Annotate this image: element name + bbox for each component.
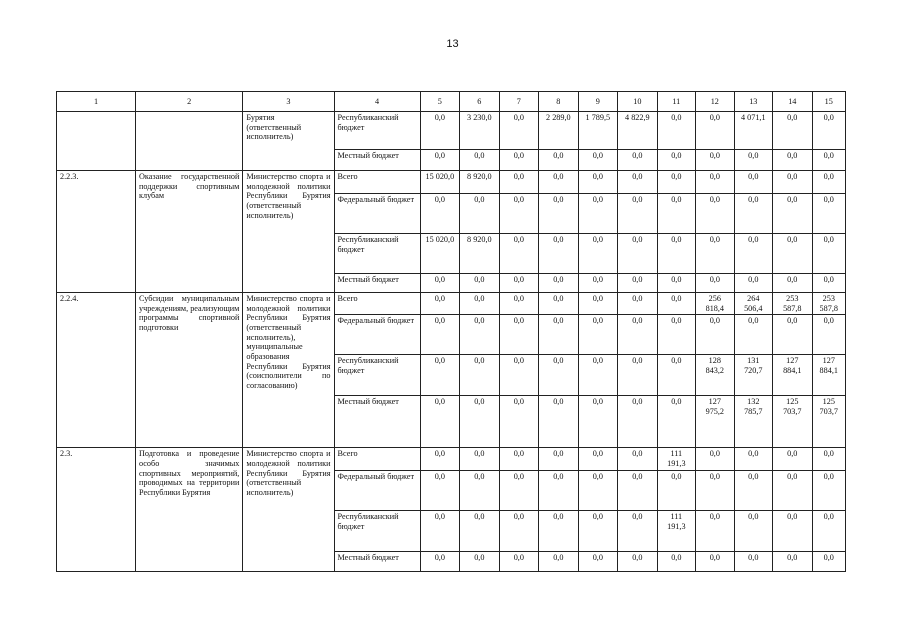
year-amount: 0,0: [657, 112, 695, 150]
year-amount: 0,0: [618, 448, 658, 471]
year-amount: 127 884,1: [812, 355, 845, 396]
year-amount: 0,0: [578, 315, 618, 355]
year-amount: 4 822,9: [618, 112, 658, 150]
year-amount: 0,0: [460, 150, 500, 171]
year-amount: 0,0: [734, 471, 772, 511]
year-amount: 132 785,7: [734, 396, 772, 448]
year-amount: 0,0: [657, 171, 695, 194]
year-amount: 0,0: [812, 112, 845, 150]
year-amount: 0,0: [618, 234, 658, 274]
year-amount: 0,0: [539, 293, 579, 315]
year-amount: 0,0: [499, 511, 539, 552]
year-amount: 0,0: [460, 293, 500, 315]
year-amount: 0,0: [460, 274, 500, 293]
year-amount: 3 230,0: [460, 112, 500, 150]
year-amount: 125 703,7: [812, 396, 845, 448]
year-amount: 0,0: [618, 274, 658, 293]
year-amount: 0,0: [696, 274, 734, 293]
year-amount: 0,0: [773, 448, 813, 471]
year-amount: 0,0: [420, 448, 460, 471]
funding-table: [56, 91, 846, 572]
year-amount: 0,0: [539, 511, 579, 552]
measure-executor: Министерство спорта и молодежной политики Республики Бурятия (ответственный исполнитель): [243, 448, 334, 572]
funding-source: Федеральный бюджет: [334, 471, 420, 511]
year-amount: 0,0: [812, 234, 845, 274]
year-amount: 0,0: [696, 471, 734, 511]
year-amount: 0,0: [578, 150, 618, 171]
year-amount: 0,0: [578, 293, 618, 315]
year-amount: 0,0: [696, 112, 734, 150]
funding-source: Федеральный бюджет: [334, 194, 420, 234]
year-amount: 0,0: [460, 355, 500, 396]
column-header: 3: [243, 92, 334, 112]
column-header: 5: [420, 92, 460, 112]
year-amount: 0,0: [499, 274, 539, 293]
measure-name: Оказание государственной поддержки спортивным клубам: [136, 171, 243, 293]
year-amount: 0,0: [773, 471, 813, 511]
year-amount: 253 587,8: [812, 293, 845, 315]
year-amount: 0,0: [420, 511, 460, 552]
year-amount: 0,0: [657, 552, 695, 572]
year-amount: 0,0: [578, 171, 618, 194]
year-amount: 0,0: [734, 448, 772, 471]
year-amount: 0,0: [618, 396, 658, 448]
year-amount: 0,0: [578, 274, 618, 293]
year-amount: 264 506,4: [734, 293, 772, 315]
year-amount: 0,0: [539, 552, 579, 572]
measure-name: Субсидии муниципальным учреждениям, реализующим программы спортивной подготовки: [136, 293, 243, 448]
year-amount: 256 818,4: [696, 293, 734, 315]
measure-executor: Бурятия (ответственный исполнитель): [243, 112, 334, 171]
measure-executor: Министерство спорта и молодежной политики Республики Бурятия (ответственный исполнитель): [243, 171, 334, 293]
year-amount: 0,0: [539, 471, 579, 511]
year-amount: 0,0: [812, 171, 845, 194]
year-amount: 0,0: [499, 150, 539, 171]
year-amount: 0,0: [618, 150, 658, 171]
year-amount: 0,0: [618, 355, 658, 396]
year-amount: 111 191,3: [657, 511, 695, 552]
year-amount: 125 703,7: [773, 396, 813, 448]
year-amount: 0,0: [734, 315, 772, 355]
year-amount: 0,0: [812, 315, 845, 355]
measure-executor: Министерство спорта и молодежной политики Республики Бурятия (ответственный исполнитель), муниципальные образования Республики Бурятия (соисполнители по согласованию): [243, 293, 334, 448]
year-amount: 0,0: [539, 150, 579, 171]
column-header: 4: [334, 92, 420, 112]
measure-code: 2.2.3.: [57, 171, 136, 293]
year-amount: 127 975,2: [696, 396, 734, 448]
year-amount: 0,0: [696, 234, 734, 274]
year-amount: 0,0: [578, 194, 618, 234]
funding-source: Всего: [334, 448, 420, 471]
year-amount: 0,0: [420, 274, 460, 293]
year-amount: 0,0: [618, 471, 658, 511]
funding-source: Республиканский бюджет: [334, 355, 420, 396]
year-amount: 0,0: [499, 396, 539, 448]
year-amount: 0,0: [812, 194, 845, 234]
year-amount: 0,0: [420, 552, 460, 572]
column-header: 13: [734, 92, 772, 112]
year-amount: 0,0: [696, 448, 734, 471]
year-amount: 0,0: [460, 194, 500, 234]
year-amount: 131 720,7: [734, 355, 772, 396]
year-amount: 15 020,0: [420, 234, 460, 274]
year-amount: 0,0: [539, 234, 579, 274]
year-amount: 0,0: [734, 274, 772, 293]
table-row: [57, 112, 846, 150]
funding-source: Федеральный бюджет: [334, 315, 420, 355]
year-amount: 0,0: [812, 274, 845, 293]
year-amount: 0,0: [734, 234, 772, 274]
year-amount: 2 289,0: [539, 112, 579, 150]
year-amount: 0,0: [618, 171, 658, 194]
year-amount: 0,0: [734, 194, 772, 234]
year-amount: 253 587,8: [773, 293, 813, 315]
year-amount: 0,0: [420, 150, 460, 171]
year-amount: 0,0: [734, 171, 772, 194]
year-amount: 0,0: [539, 448, 579, 471]
year-amount: 0,0: [460, 448, 500, 471]
year-amount: 0,0: [420, 355, 460, 396]
funding-source: Местный бюджет: [334, 396, 420, 448]
year-amount: 0,0: [539, 355, 579, 396]
year-amount: 0,0: [499, 448, 539, 471]
year-amount: 0,0: [773, 112, 813, 150]
column-header: 10: [618, 92, 658, 112]
year-amount: 0,0: [420, 293, 460, 315]
column-header: 8: [539, 92, 579, 112]
year-amount: 0,0: [539, 396, 579, 448]
column-header: 11: [657, 92, 695, 112]
year-amount: 0,0: [657, 315, 695, 355]
year-amount: 0,0: [420, 315, 460, 355]
column-header: 6: [460, 92, 500, 112]
year-amount: 0,0: [734, 150, 772, 171]
year-amount: 0,0: [812, 448, 845, 471]
year-amount: 8 920,0: [460, 234, 500, 274]
year-amount: 15 020,0: [420, 171, 460, 194]
year-amount: 0,0: [773, 315, 813, 355]
column-header: 15: [812, 92, 845, 112]
year-amount: 0,0: [657, 355, 695, 396]
year-amount: 128 843,2: [696, 355, 734, 396]
year-amount: 0,0: [499, 355, 539, 396]
measure-name: [136, 112, 243, 171]
year-amount: 0,0: [812, 511, 845, 552]
year-amount: 0,0: [618, 194, 658, 234]
year-amount: 0,0: [618, 315, 658, 355]
column-header: 1: [57, 92, 136, 112]
year-amount: 0,0: [499, 293, 539, 315]
year-amount: 0,0: [578, 552, 618, 572]
year-amount: 0,0: [499, 171, 539, 194]
year-amount: 0,0: [812, 552, 845, 572]
year-amount: 0,0: [696, 315, 734, 355]
funding-source: Местный бюджет: [334, 274, 420, 293]
year-amount: 0,0: [657, 194, 695, 234]
year-amount: 0,0: [539, 315, 579, 355]
year-amount: 0,0: [460, 315, 500, 355]
funding-source: Местный бюджет: [334, 150, 420, 171]
table-header-row: [57, 92, 846, 112]
year-amount: 0,0: [773, 150, 813, 171]
year-amount: 0,0: [696, 194, 734, 234]
year-amount: 0,0: [734, 511, 772, 552]
year-amount: 0,0: [578, 511, 618, 552]
year-amount: 0,0: [657, 150, 695, 171]
year-amount: 0,0: [499, 315, 539, 355]
year-amount: 0,0: [499, 552, 539, 572]
column-header: 12: [696, 92, 734, 112]
year-amount: 111 191,3: [657, 448, 695, 471]
year-amount: 0,0: [773, 194, 813, 234]
year-amount: 0,0: [696, 511, 734, 552]
table-row: [57, 293, 846, 315]
year-amount: 0,0: [420, 396, 460, 448]
year-amount: 0,0: [618, 511, 658, 552]
year-amount: 0,0: [578, 396, 618, 448]
year-amount: 0,0: [773, 274, 813, 293]
year-amount: 0,0: [578, 471, 618, 511]
year-amount: 4 071,1: [734, 112, 772, 150]
funding-source: Местный бюджет: [334, 552, 420, 572]
year-amount: 0,0: [460, 552, 500, 572]
measure-code: 2.2.4.: [57, 293, 136, 448]
year-amount: 0,0: [578, 355, 618, 396]
year-amount: 0,0: [460, 471, 500, 511]
year-amount: 0,0: [460, 396, 500, 448]
year-amount: 0,0: [499, 234, 539, 274]
year-amount: 0,0: [618, 552, 658, 572]
funding-source: Республиканский бюджет: [334, 234, 420, 274]
year-amount: 0,0: [696, 552, 734, 572]
year-amount: 0,0: [460, 511, 500, 552]
year-amount: 0,0: [773, 511, 813, 552]
year-amount: 1 789,5: [578, 112, 618, 150]
column-header: 2: [136, 92, 243, 112]
year-amount: 0,0: [420, 471, 460, 511]
table-row: [57, 171, 846, 194]
year-amount: 0,0: [657, 293, 695, 315]
year-amount: 0,0: [773, 234, 813, 274]
year-amount: 0,0: [812, 471, 845, 511]
measure-name: Подготовка и проведение особо значимых спортивных мероприятий, проводимых на территории Республики Бурятия: [136, 448, 243, 572]
year-amount: 0,0: [539, 171, 579, 194]
year-amount: 0,0: [657, 274, 695, 293]
year-amount: 0,0: [657, 396, 695, 448]
year-amount: 0,0: [696, 171, 734, 194]
year-amount: 0,0: [773, 552, 813, 572]
year-amount: 0,0: [578, 448, 618, 471]
funding-source: Республиканский бюджет: [334, 112, 420, 150]
year-amount: 0,0: [499, 112, 539, 150]
measure-code: [57, 112, 136, 171]
year-amount: 0,0: [578, 234, 618, 274]
year-amount: 0,0: [618, 293, 658, 315]
year-amount: 0,0: [539, 274, 579, 293]
funding-source: Всего: [334, 293, 420, 315]
funding-source: Республиканский бюджет: [334, 511, 420, 552]
year-amount: 0,0: [539, 194, 579, 234]
column-header: 9: [578, 92, 618, 112]
column-header: 14: [773, 92, 813, 112]
page-number: 13: [446, 38, 459, 50]
year-amount: 0,0: [812, 150, 845, 171]
year-amount: 127 884,1: [773, 355, 813, 396]
year-amount: 0,0: [773, 171, 813, 194]
year-amount: 0,0: [499, 471, 539, 511]
year-amount: 0,0: [499, 194, 539, 234]
year-amount: 0,0: [734, 552, 772, 572]
table-row: [57, 448, 846, 471]
table-body: [57, 112, 846, 572]
year-amount: 0,0: [420, 194, 460, 234]
column-header: 7: [499, 92, 539, 112]
measure-code: 2.3.: [57, 448, 136, 572]
year-amount: 0,0: [657, 234, 695, 274]
funding-source: Всего: [334, 171, 420, 194]
year-amount: 8 920,0: [460, 171, 500, 194]
year-amount: 0,0: [420, 112, 460, 150]
year-amount: 0,0: [696, 150, 734, 171]
year-amount: 0,0: [657, 471, 695, 511]
